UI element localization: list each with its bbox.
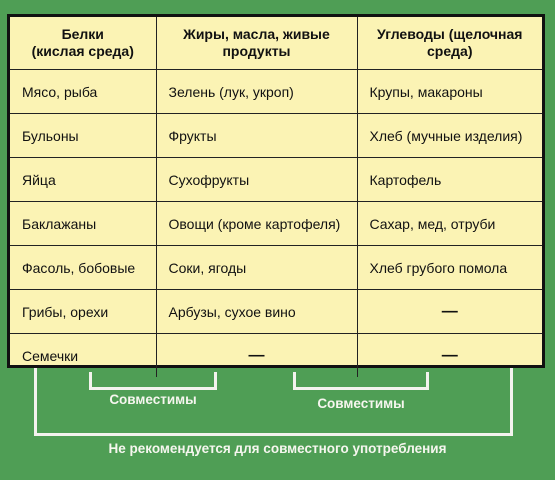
table-row <box>10 158 542 202</box>
compatible-label-right: Совместимы <box>317 396 405 411</box>
table-cell: Картофель <box>357 158 542 202</box>
table-cell: Мясо, рыба <box>10 70 156 114</box>
header-fats-line2: продукты <box>222 43 291 59</box>
table-cell: Баклажаны <box>10 202 156 246</box>
table-cell: Сахар, мед, отруби <box>357 202 542 246</box>
table-cell: Овощи (кроме картофеля) <box>156 202 357 246</box>
table-cell: Крупы, макароны <box>357 70 542 114</box>
table-cell: Соки, ягоды <box>156 246 357 290</box>
table-cell: Фасоль, бобовые <box>10 246 156 290</box>
table-cell: Семечки <box>10 334 156 378</box>
compatible-label-left: Совместимы <box>109 392 197 407</box>
table-cell-dash: — <box>357 334 542 378</box>
table-cell: Арбузы, сухое вино <box>156 290 357 334</box>
food-compatibility-table <box>7 14 545 368</box>
table-cell-dash: — <box>156 334 357 378</box>
table-cell: Зелень (лук, укроп) <box>156 70 357 114</box>
header-row <box>10 17 542 70</box>
header-proteins <box>10 17 156 70</box>
table-row <box>10 114 542 158</box>
table-cell: Яйца <box>10 158 156 202</box>
header-carbs-line2: среда) <box>427 43 473 59</box>
table-row <box>10 290 542 334</box>
table-cell-dash: — <box>357 290 542 334</box>
header-carbs-line1: Углеводы (щелочная <box>377 26 523 42</box>
not-recommended-label: Не рекомендуется для совместного употребления <box>108 441 447 456</box>
header-carbs <box>357 17 542 70</box>
table-cell: Бульоны <box>10 114 156 158</box>
header-fats-line1: Жиры, масла, живые <box>183 26 330 42</box>
table <box>10 17 542 377</box>
table-cell: Сухофрукты <box>156 158 357 202</box>
table-cell: Грибы, орехи <box>10 290 156 334</box>
table-cell: Фрукты <box>156 114 357 158</box>
header-proteins-line1: Белки <box>61 26 104 42</box>
table-row <box>10 246 542 290</box>
header-fats <box>156 17 357 70</box>
table-row <box>10 202 542 246</box>
not-recommended-bracket <box>34 368 513 436</box>
table-row <box>10 70 542 114</box>
header-proteins-line2: (кислая среда) <box>31 43 134 59</box>
table-cell: Хлеб (мучные изделия) <box>357 114 542 158</box>
table-cell: Хлеб грубого помола <box>357 246 542 290</box>
